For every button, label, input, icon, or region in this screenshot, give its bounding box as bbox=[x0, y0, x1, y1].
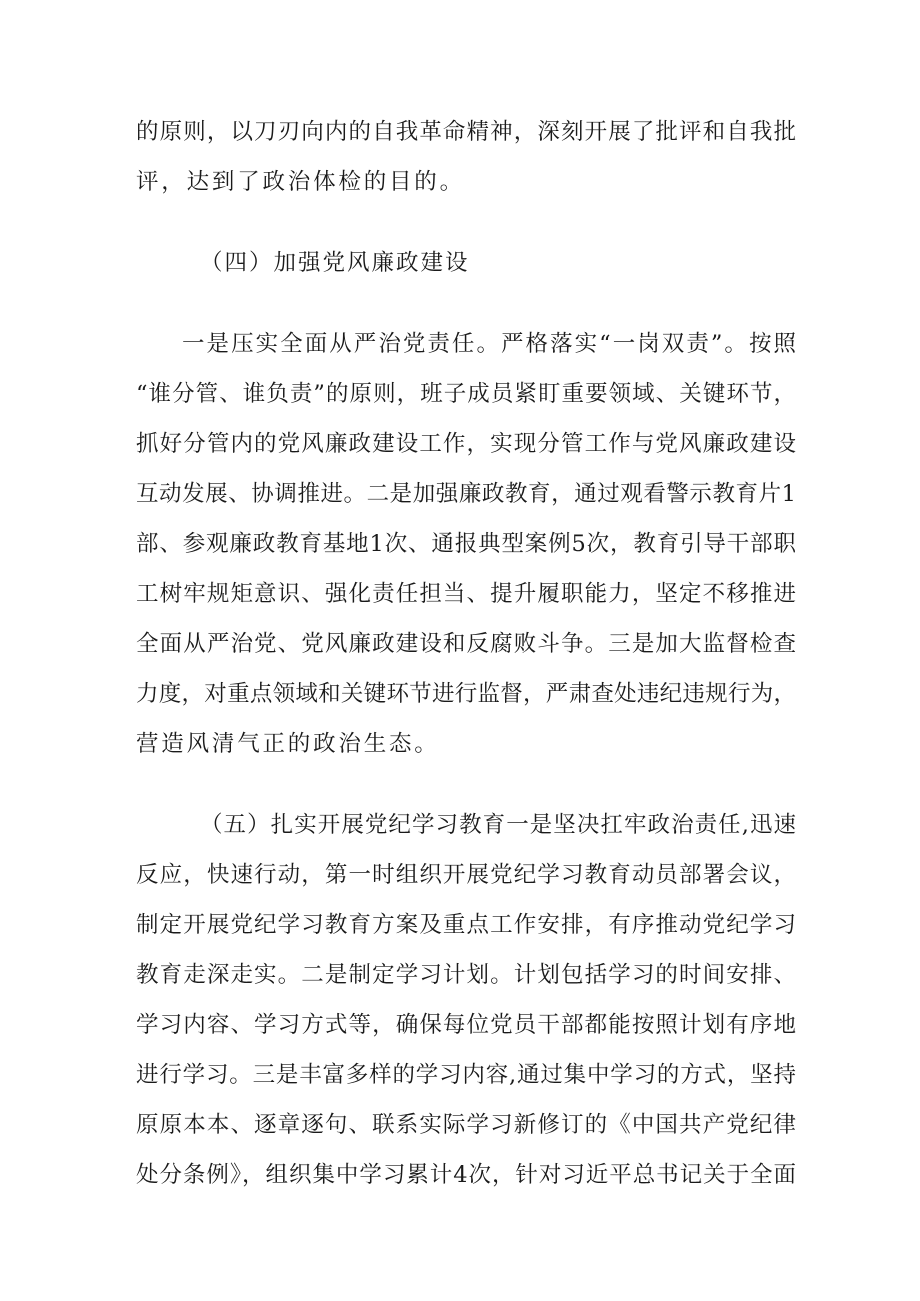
paragraph-line: 学习内容、学习方式等，确保每位党员干部都能按照计划有序地 bbox=[136, 1012, 796, 1038]
paragraph-line: 力度，对重点领域和关键环节进行监督，严肃查处违纪违规行为， bbox=[136, 681, 796, 707]
paragraph-line: 部、参观廉政教育基地1次、通报典型案例5次，教育引导干部职 bbox=[136, 531, 796, 557]
paragraph-line: 工树牢规矩意识、强化责任担当、提升履职能力，坚定不移推进 bbox=[136, 581, 796, 607]
section-heading-paragraph: （五）扎实开展党纪学习教育一是坚决扛牢政治责任,迅速 bbox=[200, 812, 796, 838]
paragraph-line: “谁分管、谁负责”的原则，班子成员紧盯重要领域、关键环节， bbox=[136, 381, 796, 407]
paragraph-line: 营造风清气正的政治生态。 bbox=[136, 731, 440, 757]
paragraph-line: 制定开展党纪学习教育方案及重点工作安排，有序推动党纪学习 bbox=[136, 912, 796, 938]
paragraph-line: 的原则，以刀刃向内的自我革命精神，深刻开展了批评和自我批 bbox=[136, 119, 796, 145]
paragraph-line: 处分条例》，组织集中学习累计4次，针对习近平总书记关于全面 bbox=[136, 1162, 796, 1188]
paragraph-line: 反应，快速行动，第一时组织开展党纪学习教育动员部署会议， bbox=[136, 862, 796, 888]
section-heading: （四）加强党风廉政建设 bbox=[200, 250, 470, 276]
paragraph-line: 一是压实全面从严治党责任。严格落实“一岗双责”。按照 bbox=[182, 331, 796, 357]
paragraph-line: 评，达到了政治体检的目的。 bbox=[136, 169, 465, 195]
paragraph-line: 教育走深走实。二是制定学习计划。计划包括学习的时间安排、 bbox=[136, 962, 796, 988]
paragraph-line: 原原本本、逐章逐句、联系实际学习新修订的《中国共产党纪律 bbox=[136, 1112, 796, 1138]
paragraph-line: 全面从严治党、党风廉政建设和反腐败斗争。三是加大监督检查 bbox=[136, 631, 796, 657]
paragraph-line: 互动发展、协调推进。二是加强廉政教育，通过观看警示教育片1 bbox=[136, 481, 796, 507]
paragraph-line: 抓好分管内的党风廉政建设工作，实现分管工作与党风廉政建设 bbox=[136, 431, 796, 457]
paragraph-line: 进行学习。三是丰富多样的学习内容,通过集中学习的方式，坚持 bbox=[136, 1062, 796, 1088]
